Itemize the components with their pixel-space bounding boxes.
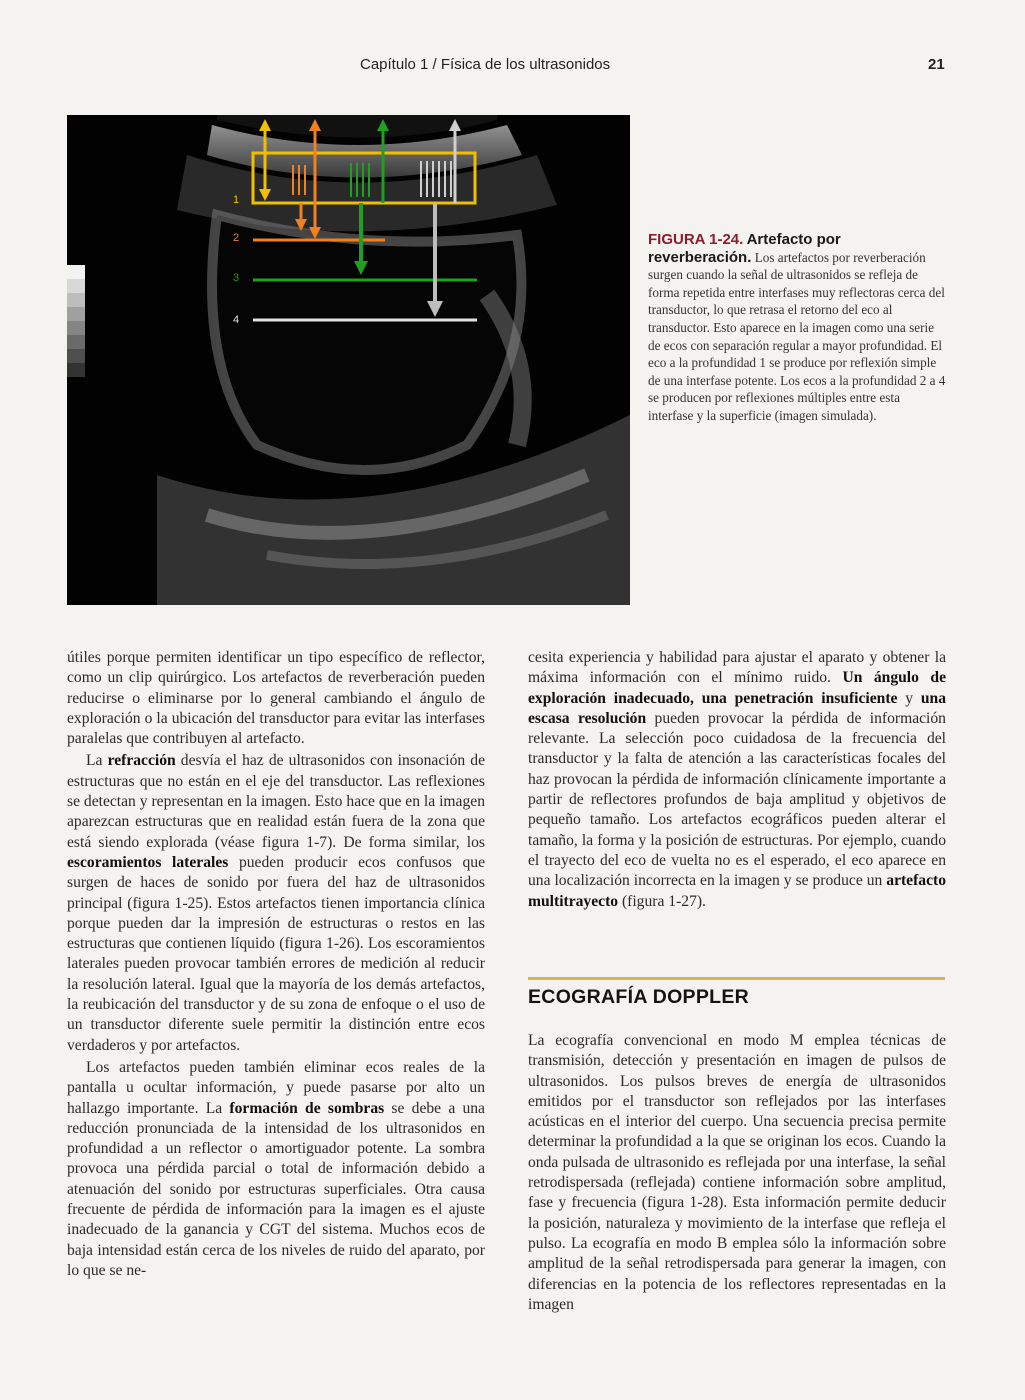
depth-label-3: 3 [233,272,240,284]
page-number: 21 [928,56,945,73]
right-column-section [528,1031,946,1317]
term-angulo: Un ángulo de exploración inadecuado, una penetración insuficiente [528,669,946,707]
left-column [67,648,485,1283]
paragraph: útiles porque permiten identificar un tipo específico de reflector, como un clip quirúrgico. Los artefactos de reverberación pueden reducirse o eliminarse por lo general cambiando el ángulo de exploración o la ubicación del transductor para evitar las interfases paralelas que contribuyen al artefacto. [67,649,485,748]
term-resolucion: una escasa resolución [528,689,946,727]
figure-label: FIGURA 1-24. [648,231,744,248]
paragraph: La ecografía convencional en modo M emplea técnicas de transmisión, detección y presentación en imagen de pulsos de ultrasonidos. Los pulsos breves de energía de ultrasonidos emitidos por el transductor son reflejados por las interfases acústicas en el interior del cuerpo. Una secuencia precisa permite determinar la profundidad a la que se originan los ecos. Cuando la onda pulsada de ultrasonido es reflejada por una interfase, la señal retrodispersada (reflejada) contiene información sobre amplitud, fase y frecuencia (figura 1-28). Esta información permite deducir la posición, naturaleza y movimiento de la interfase que refleja el pulso. La ecografía en modo B emplea sólo la información sobre amplitud de la señal retrodispersada para generar la imagen, con diferencias en la potencia de los reflectores representadas en la imagen [528,1032,946,1313]
depth-label-1: 1 [233,194,240,206]
paragraph: La refracción desvía el haz de ultrasonidos con insonación de estructuras que no están en el eje del transductor. Las reflexiones se detectan y representan en la imagen. Esto hace que en la imagen aparezcan estructuras que en realidad están fuera de la zona que está siendo explorada (véase figura 1-7). De forma similar, los escoramientos laterales pueden producir ecos confusos que surgen de haces de sonido por fuera del haz de ultrasonidos principal (figura 1-25). Estos artefactos tienen importancia clínica porque pueden dar la impresión de estructuras o restos en las estructuras que contienen líquido (figura 1-26). Los escoramientos laterales pueden provocar también errores de medición al reducir la resolución lateral. Igual que la mayoría de los demás artefactos, la reubicación del transductor y de su zona de enfoque o el uso de un transductor diferente suele permitir la distinción entre ecos verdaderos y por artefactos. [67,752,485,1054]
running-title: Capítulo 1 / Física de los ultrasonidos [360,56,611,73]
right-column [528,648,946,914]
term-refraccion: refracción [107,752,176,770]
term-multitrayecto: artefacto multitrayecto [528,872,946,910]
depth-label-2: 2 [233,232,240,244]
cystic-structure [212,215,521,470]
section-heading: ECOGRAFÍA DOPPLER [528,986,750,1008]
figure-caption [648,231,948,425]
ultrasound-figure [67,115,630,605]
term-sombras: formación de sombras [229,1099,385,1117]
grayscale-bar [67,265,85,377]
figure-title: Artefacto por reverberación. [648,231,841,266]
figure-caption-body: Los artefactos por reverberación surgen cuando la señal de ultrasonidos se refleja de forma repetida entre interfases muy reflectoras cerca del transductor, lo que retrasa el retorno del eco al transductor. Esto aparece en la imagen como una serie de ecos con separación regular a mayor profundidad. El eco a la profundidad 1 se produce por reflexión simple de una interfase potente. Los ecos a la profundidad 2 a 4 se producen por reflexiones múltiples entre esta interfase y la superficie (imagen simulada). [648,249,946,423]
term-escoramientos: escoramientos laterales [67,853,229,871]
depth-label-4: 4 [233,314,240,326]
section-rule [528,977,945,980]
paragraph: Los artefactos pueden también eliminar ecos reales de la pantalla u ocultar información, y puede pasarse por alto un hallazgo importante. La formación de sombras se debe a una reducción pronunciada de la intensidad de los ultrasonidos en profundidad a un reflector o amortiguador potente. La sombra provoca una pérdida parcial o total de información debido a atenuación del sonido por estructuras superficiales. Otra causa frecuente de pérdida de información para la imagen es el ajuste inadecuado de la ganancia y CGT del sistema. Muchos ecos de baja intensidad están cerca de los niveles de ruido del aparato, por lo que se ne- [67,1058,485,1279]
paragraph: cesita experiencia y habilidad para ajustar el aparato y obtener la máxima información con el mínimo ruido. Un ángulo de exploración inadecuado, una penetración insuficiente y una escasa resolución pueden provocar la pérdida de información relevante. La selección poco cuidadosa de la frecuencia del transductor y la falta de atención a las características focales del haz provocan la pérdida de información clínicamente importante a partir de reflectores profundos de baja amplitud y objetivos de pequeño tamaño. Los artefactos ecográficos pueden alterar el tamaño, la forma y la posición de estructuras. Por ejemplo, cuando el trayecto del eco de vuelta no es el esperado, el eco aparece en una localización incorrecta en la imagen y se produce un artefacto multitrayecto (figura 1-27). [528,649,946,910]
